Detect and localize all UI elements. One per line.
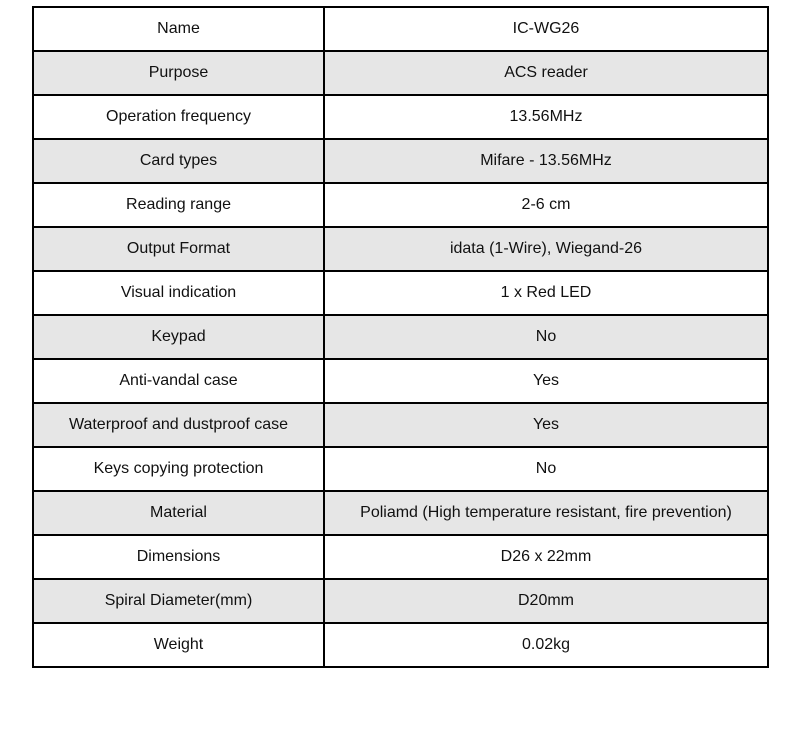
table-row bbox=[33, 359, 768, 403]
table-row bbox=[33, 7, 768, 51]
spec-value: ACS reader bbox=[324, 51, 768, 95]
table-row bbox=[33, 227, 768, 271]
spec-label: Spiral Diameter(mm) bbox=[33, 579, 324, 623]
spec-value: 13.56MHz bbox=[324, 95, 768, 139]
spec-value: 0.02kg bbox=[324, 623, 768, 667]
table-row bbox=[33, 271, 768, 315]
spec-value: idata (1-Wire), Wiegand-26 bbox=[324, 227, 768, 271]
spec-value: Yes bbox=[324, 403, 768, 447]
spec-value: D26 x 22mm bbox=[324, 535, 768, 579]
table-row bbox=[33, 183, 768, 227]
table-row bbox=[33, 403, 768, 447]
table-row bbox=[33, 623, 768, 667]
spec-label: Card types bbox=[33, 139, 324, 183]
table-row bbox=[33, 51, 768, 95]
spec-label: Waterproof and dustproof case bbox=[33, 403, 324, 447]
table-row bbox=[33, 491, 768, 535]
table-row bbox=[33, 139, 768, 183]
spec-value: Mifare - 13.56MHz bbox=[324, 139, 768, 183]
spec-value: IC-WG26 bbox=[324, 7, 768, 51]
specifications-table-body bbox=[33, 7, 768, 667]
spec-label: Operation frequency bbox=[33, 95, 324, 139]
spec-label: Name bbox=[33, 7, 324, 51]
spec-value: D20mm bbox=[324, 579, 768, 623]
spec-label: Output Format bbox=[33, 227, 324, 271]
specifications-table bbox=[32, 6, 769, 668]
spec-value: No bbox=[324, 315, 768, 359]
spec-value: 1 x Red LED bbox=[324, 271, 768, 315]
spec-value: Poliamd (High temperature resistant, fire prevention) bbox=[324, 491, 768, 535]
spec-label: Anti-vandal case bbox=[33, 359, 324, 403]
spec-value: No bbox=[324, 447, 768, 491]
spec-label: Dimensions bbox=[33, 535, 324, 579]
spec-label: Purpose bbox=[33, 51, 324, 95]
spec-label: Visual indication bbox=[33, 271, 324, 315]
spec-label: Weight bbox=[33, 623, 324, 667]
table-row bbox=[33, 535, 768, 579]
spec-label: Keys copying protection bbox=[33, 447, 324, 491]
spec-label: Keypad bbox=[33, 315, 324, 359]
table-row bbox=[33, 95, 768, 139]
spec-label: Reading range bbox=[33, 183, 324, 227]
table-row bbox=[33, 447, 768, 491]
spec-value: 2-6 cm bbox=[324, 183, 768, 227]
table-row bbox=[33, 315, 768, 359]
spec-label: Material bbox=[33, 491, 324, 535]
spec-value: Yes bbox=[324, 359, 768, 403]
table-row bbox=[33, 579, 768, 623]
